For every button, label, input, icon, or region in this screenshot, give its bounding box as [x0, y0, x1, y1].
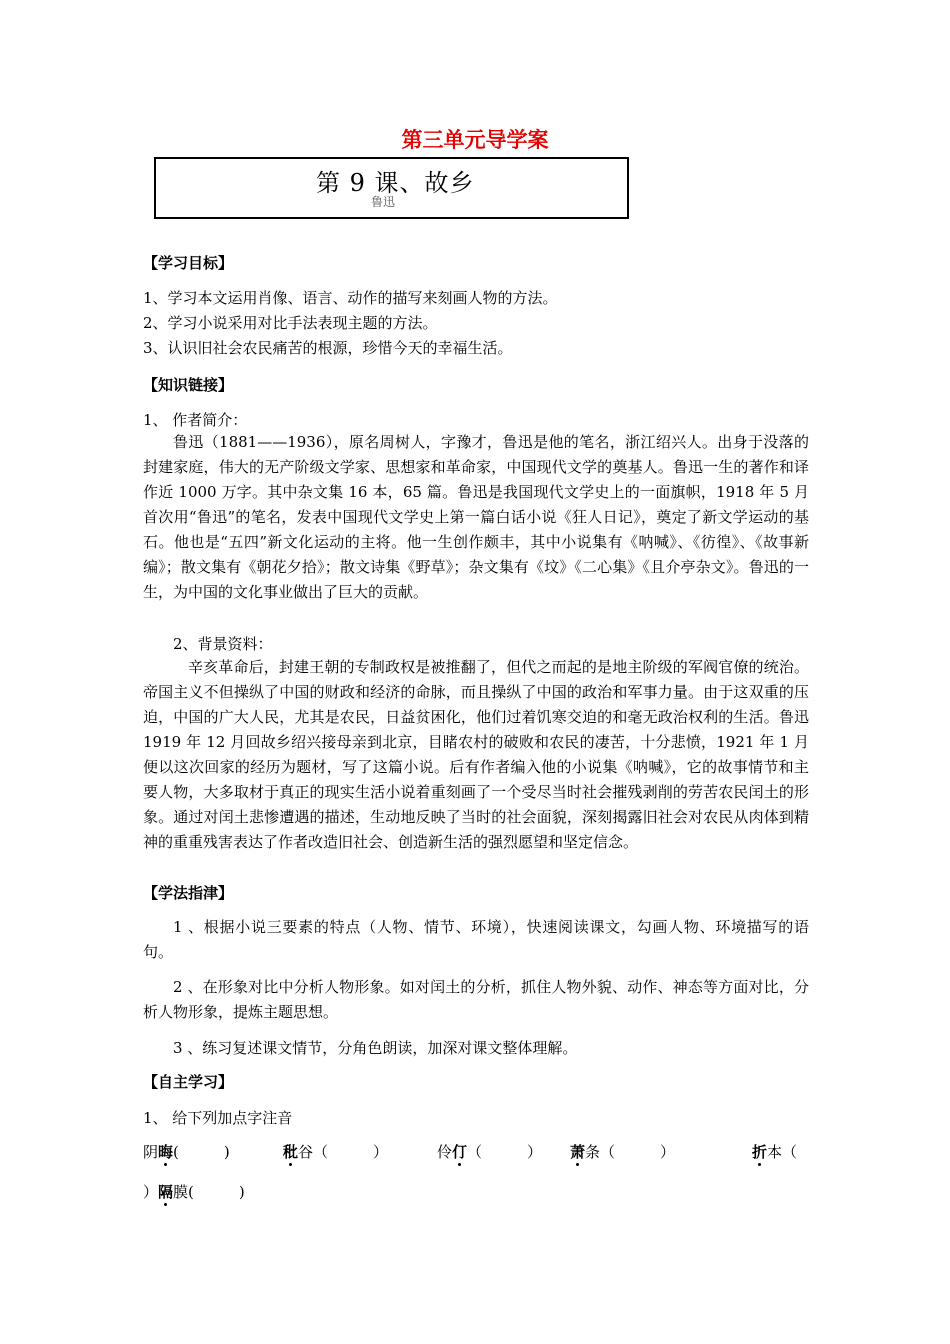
method-item: 2 、在形象对比中分析人物形象。如对闰土的分析，抓住人物外貌、动作、神态等方面对比，分析人物形象，提炼主题思想。	[143, 978, 809, 1021]
background-text: 辛亥革命后，封建王朝的专制政权是被推翻了，但代之而起的是地主阶级的军阀官僚的统治。帝国主义不但操纵了中国的财政和经济的命脉，而且操纵了中国的政治和军事力量。由于这双重的压迫，中国的广大人民，尤其是农民，日益贫困化，他们过着饥寒交迫的和毫无政治权利的生活。鲁迅 1919 年 12 月回故乡绍兴接母亲到北京，目睹农村的破败和农民的凄苦，十分悲愤，1921 年 1 月便以这次回家的经历为题材，写了这篇小说。后有作者编入他的小说集《呐喊》，它的故事情节和主要人物，大多取材于真正的现实生活小说着重刻画了一个受尽当时社会摧残剥削的劳苦农民闰土的形象。通过对闰土悲惨遭遇的描述，生动地反映了当时的社会面貌，深刻揭露旧社会对农民从肉体到精神的重重残害表达了作者改造旧社会、创造新生活的强烈愿望和坚定信念。	[143, 658, 809, 851]
pinyin-word: 阴晦( )	[143, 1143, 230, 1161]
goals-heading: 【学习目标】	[143, 254, 234, 272]
self-study-heading: 【自主学习】	[143, 1073, 234, 1091]
pinyin-word: 秕谷（ ）	[283, 1143, 389, 1161]
background-label: 2、背景资料：	[173, 635, 273, 653]
pinyin-word: 伶仃（ ）	[437, 1143, 543, 1161]
pinyin-word: ）隔膜( )	[143, 1183, 245, 1201]
unit-title: 第三单元导学案	[401, 128, 549, 152]
goal-item: 3、认识旧社会农民痛苦的根源，珍惜今天的幸福生活。	[143, 339, 513, 357]
lesson-title: 第 9 课、故乡	[316, 169, 475, 197]
lesson-title-box	[154, 157, 629, 219]
pinyin-word: 萧条（ ）	[570, 1143, 676, 1161]
pinyin-task: 1、 给下列加点字注音	[143, 1109, 293, 1127]
method-heading: 【学法指津】	[143, 884, 234, 902]
goal-item: 1、学习本文运用肖像、语言、动作的描写来刻画人物的方法。	[143, 289, 558, 307]
lesson-author: 鲁迅	[371, 195, 396, 209]
pinyin-word: 折本（	[752, 1143, 798, 1161]
method-item: 1 、根据小说三要素的特点（人物、情节、环境），快速阅读课文，勾画人物、环境描写的语句。	[143, 918, 809, 961]
method-item: 3 、练习复述课文情节，分角色朗读，加深对课文整体理解。	[173, 1039, 578, 1057]
goal-item: 2、学习小说采用对比手法表现主题的方法。	[143, 314, 438, 332]
knowledge-heading: 【知识链接】	[143, 376, 234, 394]
author-intro-label: 1、 作者简介：	[143, 411, 248, 429]
author-intro-text: 鲁迅（1881——1936），原名周树人，字豫才，鲁迅是他的笔名，浙江绍兴人。出身于没落的封建家庭，伟大的无产阶级文学家、思想家和革命家，中国现代文学的奠基人。鲁迅一生的著作和译作近 1000 万字。其中杂文集 16 本，65 篇。鲁迅是我国现代文学史上的一面旗帜，1918 年 5 月首次用“鲁迅”的笔名，发表中国现代文学史上第一篇白话小说《狂人日记》，奠定了新文学运动的基石。他也是“五四”新文化运动的主将。他一生创作颇丰，其中小说集有《呐喊》、《彷徨》、《故事新编》；散文集有《朝花夕拾》；散文诗集《野草》；杂文集有《坟》《二心集》《且介亭杂文》。鲁迅的一生，为中国的文化事业做出了巨大的贡献。	[143, 433, 809, 601]
